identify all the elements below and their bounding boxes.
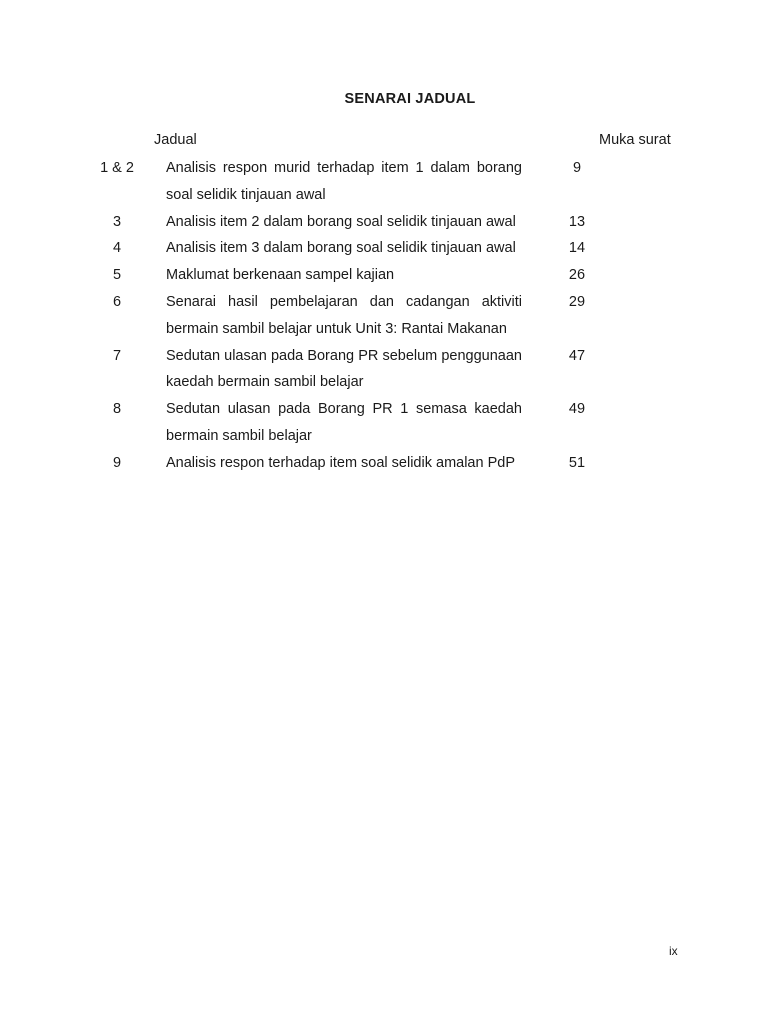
- table-number: 3: [112, 213, 122, 230]
- table-row: [0, 450, 768, 477]
- table-number: 9: [112, 454, 122, 471]
- table-row: [0, 262, 768, 289]
- table-page-number: 26: [568, 267, 586, 284]
- table-row: [0, 155, 768, 209]
- table-number: 7: [112, 347, 122, 364]
- table-page-number: 9: [572, 160, 582, 176]
- column-header-jadual: Jadual: [154, 132, 197, 148]
- table-row: [0, 289, 768, 343]
- table-number: 5: [112, 267, 122, 284]
- table-number: 4: [112, 240, 122, 257]
- table-row: [0, 209, 768, 236]
- table-description: Sedutan ulasan pada Borang PR 1 semasa kaedah bermain sambil belajar: [166, 401, 522, 444]
- table-description: Sedutan ulasan pada Borang PR sebelum penggunaan kaedah bermain sambil belajar: [166, 347, 522, 391]
- table-number: 8: [112, 401, 122, 418]
- table-row: [0, 396, 768, 450]
- table-description: Maklumat berkenaan sampel kajian: [166, 267, 395, 284]
- table-number: 1 & 2: [100, 160, 134, 176]
- table-row: [0, 343, 768, 397]
- table-page-number: 29: [568, 293, 586, 310]
- table-description: Analisis item 3 dalam borang soal selidik tinjauan awal: [166, 240, 516, 257]
- column-header-muka-surat: Muka surat: [599, 132, 671, 148]
- table-page-number: 51: [568, 454, 586, 471]
- footer-page-number: ix: [669, 944, 678, 958]
- table-description: Analisis respon murid terhadap item 1 dalam borang soal selidik tinjauan awal: [166, 160, 522, 203]
- table-description: Senarai hasil pembelajaran dan cadangan aktiviti bermain sambil belajar untuk Unit 3: Rantai Makanan: [166, 293, 522, 337]
- table-description: Analisis item 2 dalam borang soal selidik tinjauan awal: [166, 213, 516, 230]
- table-description: Analisis respon terhadap item soal selidik amalan PdP: [166, 454, 515, 471]
- table-page-number: 14: [568, 240, 586, 257]
- table-page-number: 49: [568, 401, 586, 418]
- page-title: SENARAI JADUAL: [344, 91, 476, 107]
- table-page-number: 13: [568, 213, 586, 230]
- table-list: [0, 155, 768, 477]
- table-number: 6: [112, 293, 122, 310]
- table-page-number: 47: [568, 347, 586, 364]
- table-row: [0, 235, 768, 262]
